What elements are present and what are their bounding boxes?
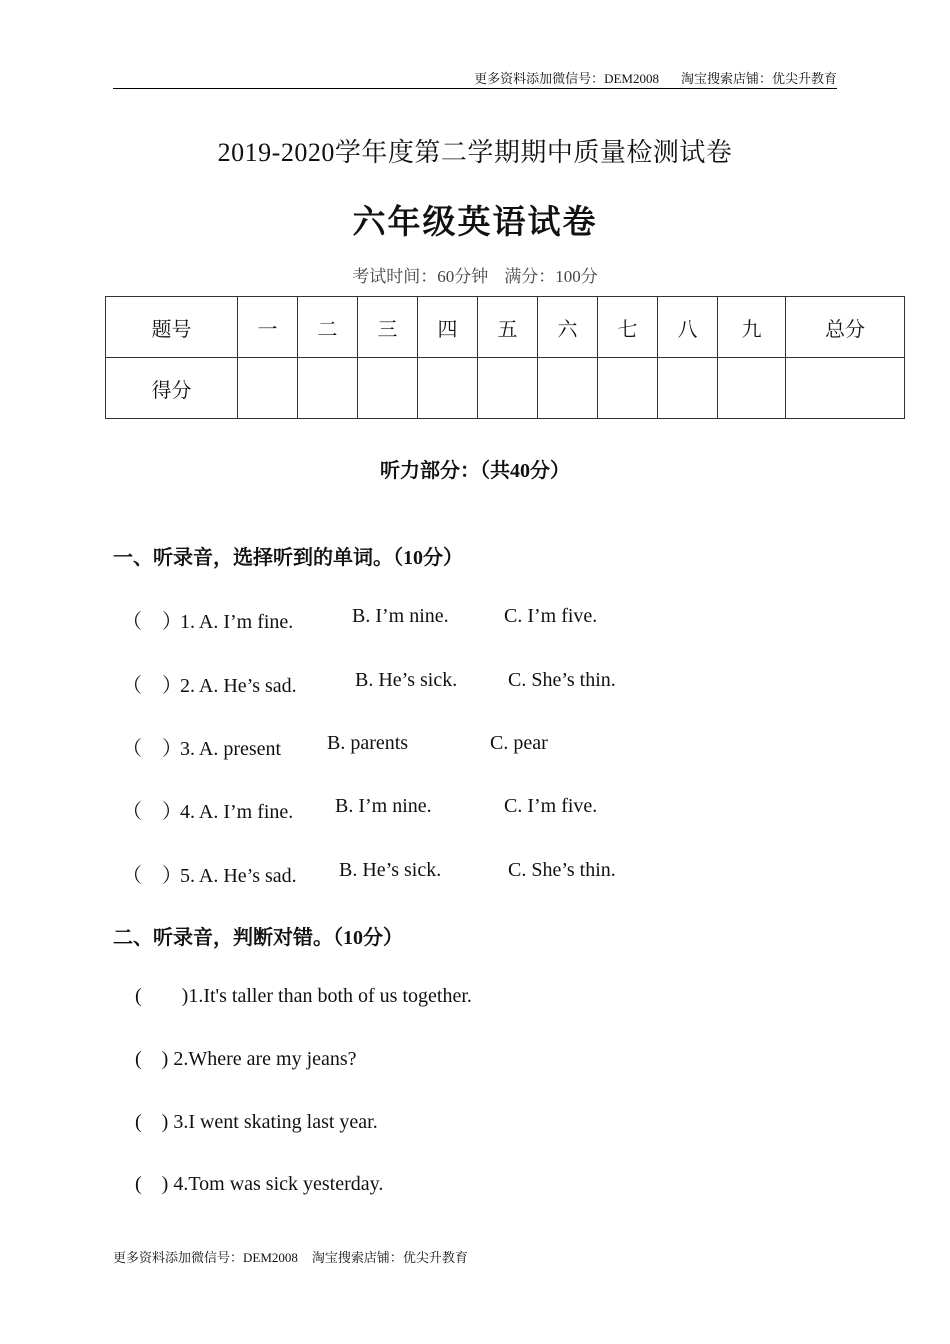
score-cell[interactable] — [418, 358, 478, 419]
option-b: B. I’m nine. — [352, 605, 449, 627]
footer-wechat: 更多资料添加微信号：DEM2008 — [113, 1250, 298, 1265]
statement: 4.Tom was sick yesterday. — [168, 1173, 384, 1195]
score-cell[interactable] — [478, 358, 538, 419]
header-wechat: 更多资料添加微信号：DEM2008 — [474, 71, 659, 86]
score-table-score-row — [106, 358, 905, 419]
true-false-row — [135, 1173, 383, 1196]
score-cell[interactable] — [598, 358, 658, 419]
statement: 3.I went skating last year. — [168, 1111, 378, 1133]
score-table-header: 五 — [478, 297, 538, 358]
option-b: B. parents — [327, 732, 409, 754]
statement: 2.Where are my jeans? — [168, 1048, 357, 1070]
header-shop: 淘宝搜索店铺：优尖升教育 — [680, 71, 837, 86]
option-c: C. pear — [490, 732, 548, 754]
answer-blank[interactable]: （ ） — [122, 865, 182, 887]
answer-blank[interactable]: （ ） — [122, 738, 182, 760]
option-a: 3. A. present — [180, 738, 282, 760]
option-c: C. I’m five. — [504, 795, 598, 817]
exam-full-score: 满分：100分 — [504, 267, 598, 286]
exam-title: 2019-2020学年度第二学期期中质量检测试卷 — [217, 138, 733, 167]
score-table-header-row — [106, 297, 905, 358]
score-table-header: 六 — [538, 297, 598, 358]
score-table-header: 一 — [238, 297, 298, 358]
answer-blank[interactable]: （ ） — [122, 611, 182, 633]
score-cell[interactable] — [238, 358, 298, 419]
score-table-header: 四 — [418, 297, 478, 358]
score-table-header: 八 — [658, 297, 718, 358]
score-table — [105, 296, 905, 419]
answer-blank[interactable]: （ ） — [122, 675, 182, 697]
true-false-row — [135, 1048, 357, 1071]
score-cell[interactable] — [538, 358, 598, 419]
question-row — [122, 669, 616, 698]
score-cell[interactable] — [718, 358, 786, 419]
score-table-header: 七 — [598, 297, 658, 358]
score-row-label: 得分 — [106, 358, 238, 419]
score-table-header: 三 — [358, 297, 418, 358]
page-footer — [113, 1247, 482, 1266]
footer-shop: 淘宝搜索店铺：优尖升教育 — [311, 1250, 468, 1265]
true-false-row — [135, 1111, 378, 1134]
answer-blank[interactable]: ( ) — [135, 1111, 169, 1133]
option-a: 4. A. I’m fine. — [180, 801, 294, 823]
question-row — [122, 605, 598, 634]
option-c: C. She’s thin. — [508, 859, 616, 881]
score-cell[interactable] — [298, 358, 358, 419]
answer-blank[interactable]: ( ) — [135, 1048, 169, 1070]
option-b: B. I’m nine. — [335, 795, 432, 817]
score-table-header: 九 — [718, 297, 786, 358]
score-table-header: 题号 — [106, 297, 238, 358]
page-header — [113, 68, 837, 89]
option-b: B. He’s sick. — [355, 669, 458, 691]
option-c: C. She’s thin. — [508, 669, 616, 691]
score-table-header: 二 — [298, 297, 358, 358]
option-a: 2. A. He’s sad. — [180, 675, 297, 697]
answer-blank[interactable]: ( ) — [135, 1173, 169, 1195]
score-cell[interactable] — [658, 358, 718, 419]
score-cell-total[interactable] — [786, 358, 905, 419]
listening-section-title: 听力部分：（共40分） — [380, 460, 570, 482]
answer-blank[interactable]: ( ) — [135, 985, 189, 1007]
exam-subject-title: 六年级英语试卷 — [352, 205, 598, 241]
section2-heading: 二、听录音，判断对错。（10分） — [113, 927, 403, 949]
question-row — [122, 732, 548, 761]
exam-time: 考试时间：60分钟 — [352, 267, 489, 286]
statement: 1.It's taller than both of us together. — [188, 985, 472, 1007]
option-c: C. I’m five. — [504, 605, 598, 627]
option-a: 5. A. He’s sad. — [180, 865, 297, 887]
exam-info — [0, 262, 950, 287]
question-row — [122, 859, 616, 888]
score-table-header: 总分 — [786, 297, 905, 358]
section1-heading: 一、听录音，选择听到的单词。（10分） — [113, 547, 463, 569]
true-false-row — [135, 985, 472, 1008]
answer-blank[interactable]: （ ） — [122, 801, 182, 823]
option-a: 1. A. I’m fine. — [180, 611, 294, 633]
option-b: B. He’s sick. — [339, 859, 442, 881]
question-row — [122, 795, 598, 824]
score-cell[interactable] — [358, 358, 418, 419]
